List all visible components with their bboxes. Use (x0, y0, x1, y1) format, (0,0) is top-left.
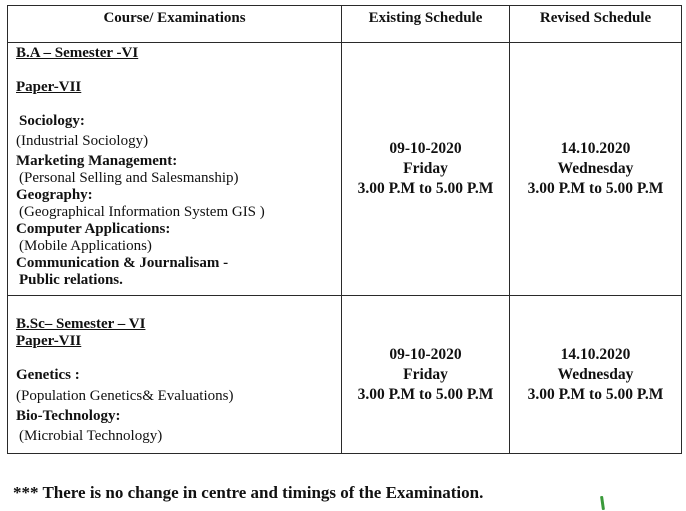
ba-revised-date: 14.10.2020 (560, 140, 631, 157)
bsc-paper: Paper-VII (16, 333, 82, 349)
bsc-existing-day: Friday (403, 365, 448, 383)
bsc-existing-time: 3.00 P.M to 5.00 P.M (357, 385, 494, 403)
ba-existing-day: Friday (403, 160, 448, 177)
ba-subject-name: Computer Applications: (16, 221, 171, 237)
schedule-table (7, 5, 682, 454)
footnote: *** There is no change in centre and timings of the Examination. (13, 483, 484, 502)
bsc-subject-desc: (Microbial Technology) (19, 428, 163, 444)
bsc-revised-date: 14.10.2020 (560, 345, 631, 363)
bsc-existing-date: 09-10-2020 (389, 345, 462, 363)
bsc-existing-cell (342, 296, 510, 454)
ba-revised-time: 3.00 P.M to 5.00 P.M (527, 180, 664, 197)
ba-subject-desc: (Geographical Information System GIS ) (19, 204, 265, 220)
ba-existing-time: 3.00 P.M to 5.00 P.M (357, 180, 494, 197)
ba-subject-name: Sociology: (19, 113, 85, 129)
ba-paper: Paper-VII (16, 79, 82, 95)
ba-subject-name: Communication & Journalisam - (16, 255, 229, 271)
ba-semester: B.A – Semester -VI (16, 45, 139, 61)
bsc-semester: B.Sc– Semester – VI (16, 316, 146, 332)
ba-existing-cell (342, 43, 510, 296)
bsc-revised-day: Wednesday (557, 365, 634, 383)
ba-subject-desc: Public relations. (19, 272, 123, 288)
revised-schedule-header: Revised Schedule (510, 6, 682, 43)
ba-existing-date: 09-10-2020 (389, 140, 462, 157)
bsc-course-cell (8, 296, 342, 454)
ba-subject-name: Geography: (16, 187, 93, 203)
ba-revised-cell (510, 43, 682, 296)
ba-subject-desc: (Industrial Sociology) (16, 133, 149, 149)
header-row (8, 6, 682, 43)
bsc-subject-name: Bio-Technology: (16, 408, 121, 424)
ba-subject-desc: (Personal Selling and Salesmanship) (19, 170, 239, 186)
bsc-revised-cell (510, 296, 682, 454)
bsc-subject-desc: (Population Genetics& Evaluations) (16, 388, 234, 404)
course-header: Course/ Examinations (8, 6, 342, 43)
ba-subject-name: Marketing Management: (16, 153, 178, 169)
ba-course-cell (8, 43, 342, 296)
existing-schedule-header: Existing Schedule (342, 6, 510, 43)
ink-mark (600, 496, 605, 510)
ba-subject-desc: (Mobile Applications) (19, 238, 152, 254)
bsc-row (8, 296, 682, 454)
ba-revised-day: Wednesday (557, 160, 634, 177)
bsc-subject-name: Genetics : (16, 367, 80, 383)
ba-row (8, 43, 682, 296)
bsc-revised-time: 3.00 P.M to 5.00 P.M (527, 385, 664, 403)
